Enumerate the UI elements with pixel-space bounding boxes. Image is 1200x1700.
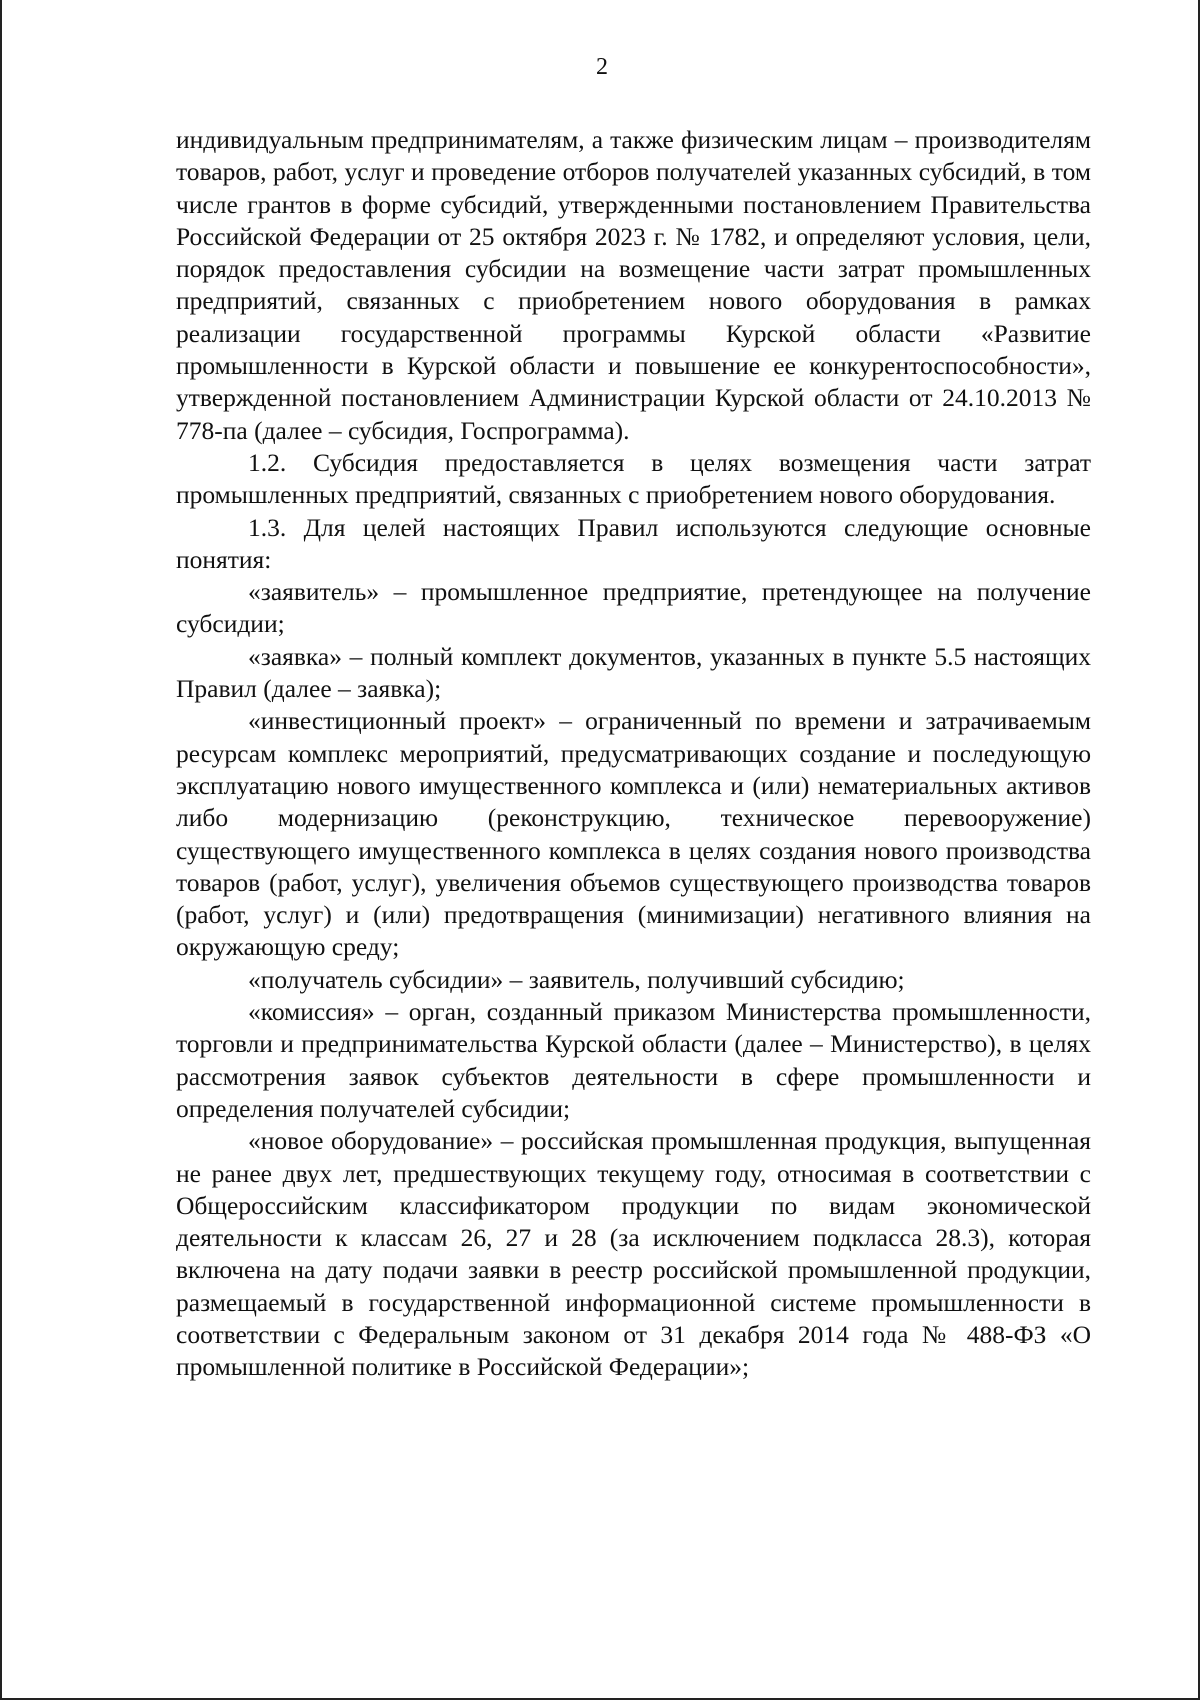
definition-subsidy-recipient: «получатель субсидии» – заявитель, получивший субсидию; <box>248 964 905 994</box>
document-body <box>176 124 1091 1384</box>
paragraph-1-2: 1.2. Субсидия предоставляется в целях возмещения части затрат промышленных предприятий, связанных с приобретением нового оборудования. <box>176 447 1091 510</box>
definition-investment-project: «инвестиционный проект» – ограниченный по времени и затрачиваемым ресурсам комплекс мероприятий, предусматривающих создание и последующую эксплуатацию нового имущественного комплекса и (или) нематериальных активов либо модернизацию (реконструкцию, техническое перевооружение) существующего имущественного комплекса в целях создания нового производства товаров (работ, услуг), увеличения объемов существующего производства товаров (работ, услуг) и (или) предотвращения (минимизации) негативного влияния на окружающую среду; <box>176 706 1091 962</box>
page-number: 2 <box>596 54 608 80</box>
definition-applicant: «заявитель» – промышленное предприятие, претендующее на получение субсидии; <box>176 577 1091 639</box>
definition-commission: «комиссия» – орган, созданный приказом Министерства промышленности, торговли и предпринимательства Курской области (далее – Министерство), в целях рассмотрения заявок субъектов деятельности в сфере промышленности и определения получателей субсидии; <box>176 997 1091 1123</box>
definition-new-equipment: «новое оборудование» – российская промышленная продукция, выпущенная не ранее двух лет, предшествующих текущему году, относимая в соответствии с Общероссийским классификатором продукции по видам экономической деятельности к классам 26, 27 и 28 (за исключением подкласса 28.3), которая включена на дату подачи заявки в реестр российской промышленной продукции, размещаемый в государственной информационной системе промышленности в соответствии с Федеральным законом от 31 декабря 2014 года № 488-ФЗ «О промышленной политике в Российской Федерации»; <box>176 1126 1091 1382</box>
definition-application: «заявка» – полный комплект документов, указанных в пункте 5.5 настоящих Правил (далее – заявка); <box>176 641 1091 704</box>
paragraph-continuation: индивидуальным предпринимателям, а также физическим лицам – производителям товаров, работ, услуг и проведение отборов получателей указанных субсидий, в том числе грантов в форме субсидий, утвержденными постановлением Правительства Российской Федерации от 25 октября 2023 г. № 1782, и определяют условия, цели, порядок предоставления субсидии на возмещение части затрат промышленных предприятий, связанных с приобретением нового оборудования в рамках реализации государственной программы Курской области «Развитие промышленности в Курской области и повышение ее конкурентоспособности», утвержденной постановлением Администрации Курской области от 24.10.2013 № 778-па (далее – субсидия, Госпрограмма). <box>176 125 1091 445</box>
paragraph-1-3: 1.3. Для целей настоящих Правил используются следующие основные понятия: <box>176 512 1091 574</box>
